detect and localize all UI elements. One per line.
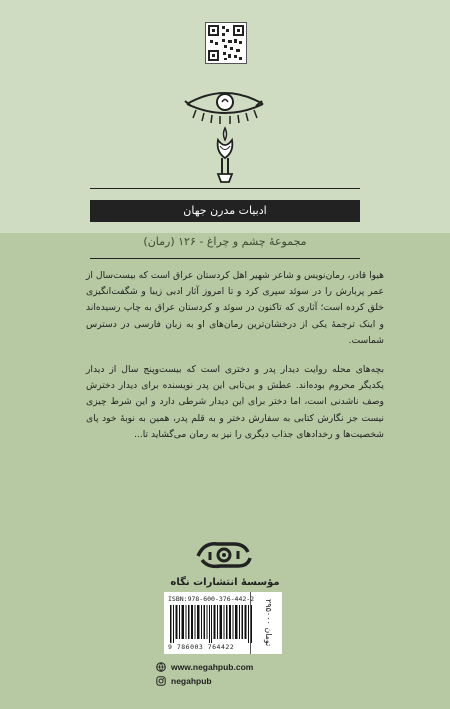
isbn-text: ISBN:978-600-376-442-2 bbox=[168, 595, 255, 603]
website-url[interactable]: www.negahpub.com bbox=[171, 661, 254, 672]
globe-icon bbox=[155, 661, 166, 672]
website-line bbox=[155, 661, 253, 672]
barcode-bars bbox=[170, 605, 254, 643]
collection-label: مجموعهٔ چشم و چراغ - ۱۲۶ (رمان) bbox=[143, 235, 307, 248]
divider-top bbox=[90, 188, 360, 189]
qr-code-icon bbox=[205, 22, 247, 64]
instagram-line bbox=[155, 675, 212, 686]
instagram-icon bbox=[155, 675, 166, 686]
barcode-number: 9 786003 764422 bbox=[168, 643, 235, 651]
series-title: ادبیات مدرن جهان bbox=[90, 200, 360, 222]
synopsis-paragraph-1: هیوا قادر، رمان‌نویس و شاعر شهیر اهل کردستان عراق است که بیست‌سال از عمر پربارش را در سوئد سپری کرد و تا امروز آثار ادبی زیبا و شگفت‌انگیزی خلق کرده است؛ آثاری که تاکنون در سوئد و کردستان عراق به چاپ رسیده‌اند و اینک ترجمهٔ یکی از درخشان‌ترین رمان‌های او به زبان فارسی در دسترس شماست. bbox=[86, 270, 384, 346]
divider-middle bbox=[90, 258, 360, 259]
publisher-name: مؤسسهٔ انتشارات نگاه bbox=[170, 577, 280, 588]
instagram-handle[interactable]: negahpub bbox=[171, 675, 212, 686]
eye-lamp-logo bbox=[182, 88, 268, 188]
negah-logo bbox=[194, 538, 254, 572]
price-label: ۲۹۵۰۰۰ تومان bbox=[264, 599, 273, 647]
synopsis-paragraph-2: بچه‌های محله روایت دیدار پدر و دختری است که بیست‌وپنج سال از دیدار یکدیگر محروم بوده‌اند. عطش و بی‌تابی این پدر نویسنده برای دیدار دخترش وصف ناشدنی است، اما دختر برای این دیدار شرطی دارد و این شرط چیزی نیست جز نگارش کتابی به سفارش دختر و به قلم پدر، همین به نوبهٔ خود پای شخصیت‌ها و رخدادهای جذاب دیگری را نیز به رمان می‌گشاید تا... bbox=[86, 364, 384, 440]
